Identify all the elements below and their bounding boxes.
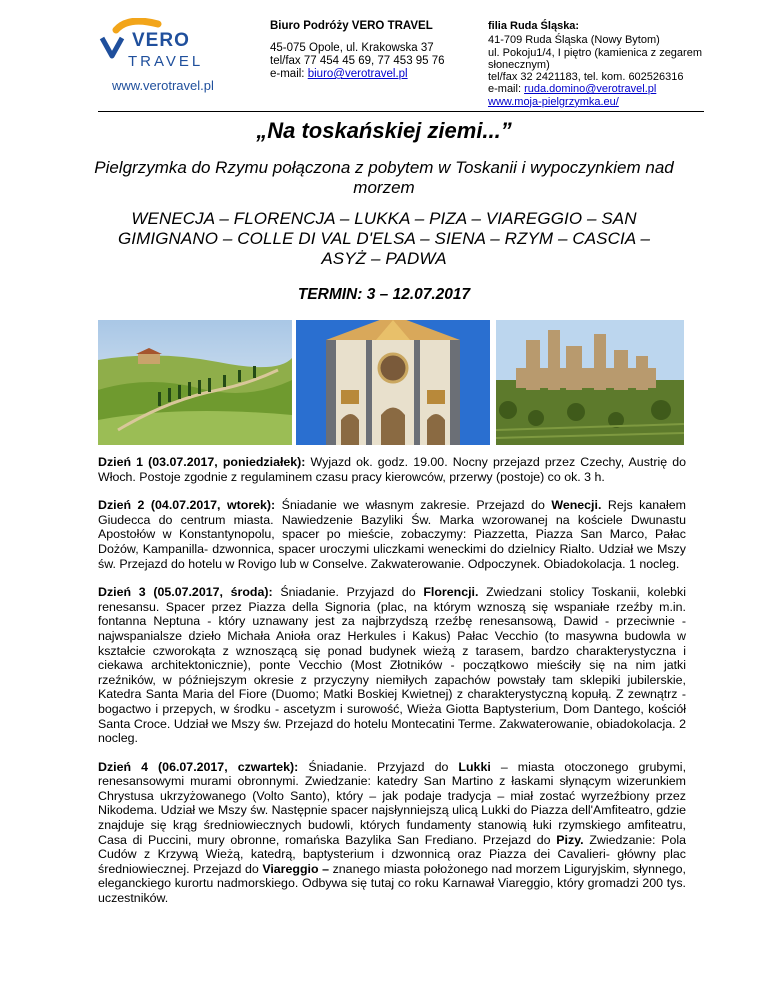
branch-website-link[interactable]: www.moja-pielgrzymka.eu/ xyxy=(488,95,619,108)
day-text: Zwiedzani stolicy Toskanii, kolebki renesansu. Spacer przez Piazza della Signoria (plac, na którym wznoszą się wspaniałe rzeźby m.in. fontanna Neptuna - który uznawany jest za najbrzydszą rzeźbę renesansową, Dawid - przeciwnie - najwspanialsze dzieło Michała Anioła oraz Herkules i Kakus) Pałac Vecchio (to masywna budowla w kształcie czworokąta z wznoszącą się ponad budynek wieżą z tarasem, bardzo charakterystyczna i ciekawa architektonicznie), ponte Vecchio (Most Złotników - początkowo mieściły się na nim jatki rzeźników, w późniejszym okresie z przyczyny niemiłych zapachów powstały tam sklepiki jubilerskie, Katedra Santa Maria del Fiore (Duomo; Matki Boskiej Kwietnej) z charakterystyczną kopułą. Z zewnątrz - bogactwo i przepych, w środku - ascetyzm i surowość, Wieża Giotta Baptysterium, Dom Dantego, kościół Santa Croce. Udział we Mszy św. Przejazd do hotelu Montecatini Terme. Zakwaterowanie, obiadokolacja. 2 nocleg. xyxy=(98,585,687,746)
email-label: e-mail: xyxy=(270,68,305,80)
day-label: Dzień 1 (03.07.2017, poniedziałek): xyxy=(98,455,306,469)
day-label: Dzień 2 (04.07.2017, wtorek): xyxy=(98,498,276,513)
day-text: – miasta otoczonego grubymi, renesansowymi murami obronnymi. Zwiedzanie: katedry San Martino z łaskami słynącym wizerunkiem Chrystusa ukrzyżowanego (Volto Santo), który – jak podaje tradycja – miał zostać wyrzeźbiony przez Nikodema. Udział we Mszy św. Następnie spacer najsłynniejszą ulicą Lukki do Piazza dell'Amfiteatro, gdzie znajduje się krąg średniowiecznych budowli, których fundamenty stanowią łuki rzymskiego amfiteatru, Casa di Puccini, mury obronne, romańska Bazylika San Frediano. Przejazd do xyxy=(98,759,687,847)
day-2 xyxy=(98,498,686,571)
place-name: Florencji. xyxy=(423,585,479,600)
branch-email-link[interactable]: ruda.domino@verotravel.pl xyxy=(524,83,657,96)
vero-travel-logo xyxy=(98,18,228,78)
place-name: Lukki xyxy=(458,759,491,774)
office-phone: tel/fax 77 454 45 69, 77 453 95 76 xyxy=(270,55,445,67)
branch-email-line xyxy=(488,83,718,95)
itinerary xyxy=(98,455,686,920)
day-text: Śniadanie we własnym zakresie. Przejazd do xyxy=(275,498,552,513)
day-4 xyxy=(98,760,686,906)
branch-phone: tel/fax 32 2421183, tel. kom. 602526316 xyxy=(488,71,684,84)
office-email-link[interactable]: biuro@verotravel.pl xyxy=(307,68,408,80)
main-office-block xyxy=(270,20,470,81)
office-email-line xyxy=(270,68,470,81)
day-text: Wyjazd ok. godz. 19.00. Nocny przejazd przez Czechy, Austrię do Włoch. Postoje zgodnie z regulaminem czasu pracy kierowców, przerwy (postoje) co ok. 3 h. xyxy=(98,455,686,484)
svg-text:VERO: VERO xyxy=(132,30,190,51)
route-list: WENECJA – FLORENCJA – LUKKA – PIZA – VIAREGGIO – SAN GIMIGNANO – COLLE DI VAL D'ELSA – SIENA – RZYM – CASCIA – ASYŻ – PADWA xyxy=(117,209,651,268)
day-1 xyxy=(98,455,686,484)
header-divider xyxy=(98,111,704,112)
day-3 xyxy=(98,585,686,746)
office-name: Biuro Podróży VERO TRAVEL xyxy=(270,20,433,32)
day-text: Rejs kanałem Giudecca do centrum miasta. Nawiedzenie Bazyliki Św. Marka wzorowanej na kościele Dwunastu Apostołów w Konstantynopolu, spacer po mieście, zobaczymy: Piazzetta, Piazza San Marco, Pałac Dożów, Kampanilla- dzwonnica, spacer uroczymi uliczkami weneckimi do dzielnicy Rialto. Udział we Mszy św. Przejazd do hotelu w Rovigo lub w Conselve. Zakwaterowanie. Odpoczynek. Obiadokolacja. 1 nocleg. xyxy=(98,498,686,571)
page-subtitle: Pielgrzymka do Rzymu połączona z pobytem w Toskanii i wypoczynkiem nad morzem xyxy=(94,158,674,197)
day-text: Śniadanie. Przyjazd do xyxy=(272,585,424,600)
day-text: Śniadanie. Przyjazd do xyxy=(298,759,459,774)
day-text: znanego miasta położonego nad morzem Liguryjskim, słynnego, eleganckiego kurortu nadmorskiego. Odbywa się tutaj co roku Karnawał Viareggio, który gromadzi 200 tys. uczestników. xyxy=(98,861,686,906)
san-gimignano-photo xyxy=(496,320,684,445)
place-name: Pizy. xyxy=(556,832,584,847)
tuscany-landscape-photo xyxy=(98,320,292,445)
photo-strip xyxy=(98,320,684,445)
office-address: 45-075 Opole, ul. Krakowska 37 xyxy=(270,42,434,54)
siena-cathedral-photo xyxy=(296,320,490,445)
branch-street: ul. Pokoju1/4, I piętro (kamienica z zegarem słonecznym) xyxy=(488,46,702,71)
place-name: Wenecji. xyxy=(551,498,602,513)
branch-office-block xyxy=(488,20,718,108)
branch-address: 41-709 Ruda Śląska (Nowy Bytom) xyxy=(488,34,660,47)
svg-text:TRAVEL: TRAVEL xyxy=(128,53,204,70)
page-title: „Na toskańskiej ziemi...” xyxy=(256,118,512,143)
day-text: Zwiedzanie: Pola Cudów z Krzywą Wieżą, katedrą, baptysterium i dzwonnicą oraz Piazza dei Cavalieri- główny plac średniowiecznej. Przejazd do xyxy=(98,832,686,876)
day-label: Dzień 4 (06.07.2017, czwartek): xyxy=(98,759,299,774)
website-url[interactable]: www.verotravel.pl xyxy=(112,78,214,93)
branch-name: filia Ruda Śląska: xyxy=(488,20,580,32)
trip-dates: TERMIN: 3 – 12.07.2017 xyxy=(297,286,471,303)
place-name: Viareggio – xyxy=(262,861,330,876)
email-label: e-mail: xyxy=(488,83,522,96)
day-label: Dzień 3 (05.07.2017, środa): xyxy=(98,585,273,600)
